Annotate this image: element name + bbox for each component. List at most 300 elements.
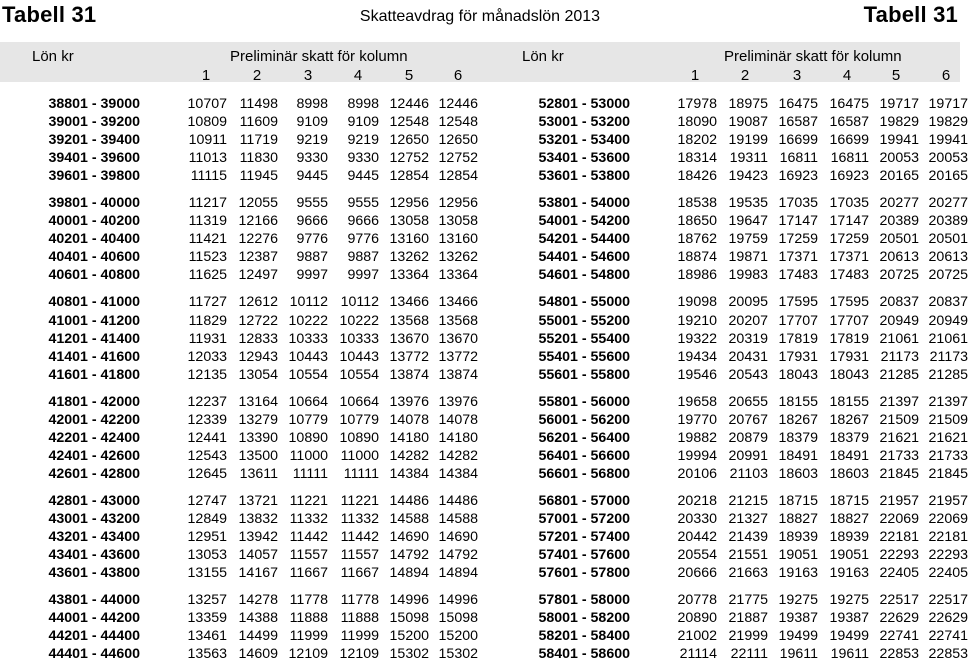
tax-value-col-1: 11625 — [188, 267, 227, 284]
tax-value-col-1: 11523 — [188, 249, 227, 266]
table-row — [490, 609, 968, 627]
tax-value-col-5: 12446 — [389, 96, 429, 112]
tax-value-col-4: 10112 — [340, 294, 379, 311]
tax-value-col-5: 13976 — [389, 393, 429, 410]
tax-value-col-6: 21621 — [928, 429, 968, 446]
tax-value-col-5: 12650 — [389, 132, 429, 149]
tax-value-col-3: 16475 — [778, 96, 818, 112]
table-row — [490, 528, 968, 546]
tax-value-col-1: 12237 — [187, 393, 227, 410]
tax-value-col-6: 14078 — [438, 411, 478, 428]
tax-value-col-2: 12387 — [238, 249, 278, 266]
tax-value-col-4: 18043 — [829, 366, 869, 383]
tax-value-col-3: 10779 — [288, 411, 328, 428]
tax-value-col-5: 15302 — [389, 646, 429, 663]
salary-range: 56401 - 56600 — [538, 447, 630, 464]
tax-value-col-3: 19051 — [778, 547, 818, 564]
tax-value-col-6: 21733 — [928, 447, 968, 464]
tax-value-col-1: 18538 — [677, 195, 717, 212]
table-row — [0, 366, 478, 384]
tax-value-col-5: 21173 — [880, 348, 919, 365]
tax-value-col-3: 18715 — [778, 492, 818, 509]
tax-value-col-5: 19717 — [879, 96, 919, 112]
tax-value-col-1: 11727 — [188, 294, 227, 311]
tax-value-col-3: 9330 — [296, 150, 328, 167]
tax-value-col-6: 13466 — [438, 294, 478, 311]
tax-value-col-2: 18975 — [728, 96, 768, 112]
tax-value-col-5: 13568 — [389, 312, 429, 329]
tax-value-col-2: 11830 — [239, 150, 278, 167]
tax-value-col-5: 14384 — [389, 465, 429, 482]
tax-value-col-3: 16587 — [778, 114, 818, 131]
tax-value-col-3: 17707 — [778, 312, 818, 329]
salary-range: 58001 - 58200 — [538, 610, 630, 627]
tax-value-col-6: 20501 — [928, 231, 968, 248]
tax-value-col-4: 10779 — [339, 411, 379, 428]
tax-value-col-5: 22293 — [879, 547, 919, 564]
salary-range: 39001 - 39200 — [48, 114, 140, 131]
tax-value-col-2: 20431 — [728, 348, 768, 365]
tax-value-col-3: 19387 — [778, 610, 818, 627]
tax-value-col-1: 11421 — [188, 231, 227, 248]
tax-value-col-2: 21775 — [728, 592, 768, 609]
salary-range: 42201 - 42400 — [48, 429, 140, 446]
tax-value-col-1: 19434 — [677, 348, 717, 365]
salary-range: 43801 - 44000 — [48, 592, 140, 609]
salary-range: 42801 - 43000 — [48, 492, 140, 509]
tax-value-col-2: 20767 — [728, 411, 768, 428]
tax-value-col-5: 13160 — [389, 231, 429, 248]
tax-value-col-3: 9776 — [296, 231, 328, 248]
tax-value-col-1: 20890 — [677, 610, 717, 627]
tax-value-col-3: 17259 — [778, 231, 818, 248]
tax-value-col-4: 19611 — [830, 646, 869, 663]
tax-value-col-6: 19829 — [928, 114, 968, 131]
tax-value-col-6: 12548 — [438, 114, 478, 131]
tax-value-col-3: 18267 — [778, 411, 818, 428]
salary-range: 43001 - 43200 — [48, 510, 140, 527]
tax-value-col-4: 9997 — [347, 267, 379, 284]
table-number-left: Tabell 31 — [2, 2, 97, 27]
table-row — [490, 131, 968, 149]
tax-value-col-6: 20165 — [928, 168, 968, 185]
tax-value-col-6: 22069 — [928, 510, 968, 527]
salary-range: 54601 - 54800 — [538, 267, 630, 284]
tax-value-col-3: 18827 — [778, 510, 818, 527]
salary-range: 56201 - 56400 — [538, 429, 630, 446]
tax-value-col-3: 17931 — [778, 348, 818, 365]
tax-value-col-4: 11557 — [340, 547, 379, 564]
tax-value-col-4: 9776 — [347, 231, 379, 248]
tax-value-col-1: 20442 — [677, 529, 717, 546]
salary-range: 43201 - 43400 — [48, 529, 140, 546]
tax-value-col-1: 12135 — [187, 366, 227, 383]
tax-value-col-2: 11609 — [239, 114, 278, 131]
tax-value-col-4: 18379 — [829, 429, 869, 446]
salary-range: 42601 - 42800 — [48, 465, 140, 482]
tax-table-left — [0, 95, 478, 663]
tax-value-col-5: 19941 — [879, 132, 919, 149]
tax-value-col-4: 10443 — [339, 348, 379, 365]
tax-value-col-2: 20655 — [728, 393, 768, 410]
column-number: 5 — [891, 67, 901, 84]
table-row — [490, 312, 968, 330]
tax-value-col-6: 13058 — [438, 213, 478, 230]
tax-value-col-5: 22853 — [879, 646, 919, 663]
tax-value-col-6: 14384 — [438, 465, 478, 482]
tax-value-col-2: 20543 — [728, 366, 768, 383]
tax-value-col-6: 12650 — [438, 132, 478, 149]
salary-column-label: Lön kr — [522, 48, 564, 65]
tax-value-col-1: 19210 — [677, 312, 717, 329]
table-row — [0, 113, 478, 131]
tax-value-col-3: 17147 — [778, 213, 818, 230]
tax-value-col-1: 12951 — [187, 529, 227, 546]
tax-value-col-6: 20725 — [928, 267, 968, 284]
tax-value-col-4: 11000 — [340, 447, 379, 464]
tax-value-col-1: 10911 — [188, 132, 227, 149]
tax-value-col-1: 17978 — [677, 96, 717, 112]
tax-value-col-6: 13976 — [438, 393, 478, 410]
tax-value-col-4: 17371 — [829, 249, 869, 266]
salary-range: 40401 - 40600 — [48, 249, 140, 266]
salary-range: 44201 - 44400 — [48, 628, 140, 645]
tax-value-col-4: 11332 — [340, 510, 379, 527]
tax-value-col-5: 20501 — [879, 231, 919, 248]
table-row — [0, 411, 478, 429]
table-row — [490, 645, 968, 663]
tax-value-col-1: 11319 — [188, 213, 227, 230]
table-row — [490, 627, 968, 645]
tax-value-col-4: 11442 — [340, 529, 379, 546]
tax-value-col-5: 20725 — [879, 267, 919, 284]
tax-value-col-4: 12109 — [339, 646, 379, 663]
tax-value-col-1: 18986 — [677, 267, 717, 284]
tax-value-col-1: 11829 — [188, 312, 227, 329]
table-row — [0, 212, 478, 230]
tax-value-col-2: 14057 — [238, 547, 278, 564]
table-row — [490, 212, 968, 230]
tax-value-col-1: 20666 — [677, 565, 717, 582]
tax-value-col-3: 10333 — [288, 330, 328, 347]
tax-value-col-2: 21551 — [728, 547, 768, 564]
tax-value-col-1: 18090 — [677, 114, 717, 131]
tax-value-col-2: 11945 — [239, 168, 278, 185]
tax-value-col-1: 18874 — [677, 249, 717, 266]
tax-value-col-4: 19051 — [829, 547, 869, 564]
tax-value-col-4: 18267 — [829, 411, 869, 428]
salary-range: 42401 - 42600 — [48, 447, 140, 464]
tax-value-col-2: 21439 — [728, 529, 768, 546]
table-row — [490, 366, 968, 384]
tax-value-col-1: 18426 — [677, 168, 717, 185]
tax-value-col-3: 10443 — [288, 348, 328, 365]
tax-value-col-4: 9445 — [347, 168, 379, 185]
tax-value-col-5: 21509 — [879, 411, 919, 428]
tax-value-col-5: 12548 — [389, 114, 429, 131]
tax-value-col-3: 17595 — [778, 294, 818, 311]
table-row — [490, 248, 968, 266]
tax-value-col-6: 13772 — [438, 348, 478, 365]
tax-value-col-5: 22405 — [879, 565, 919, 582]
table-row — [0, 546, 478, 564]
salary-range: 39601 - 39800 — [48, 168, 140, 185]
table-row — [0, 312, 478, 330]
column-number: 2 — [252, 67, 262, 84]
salary-range: 55601 - 55800 — [538, 366, 630, 383]
tax-value-col-1: 19322 — [677, 330, 717, 347]
column-number: 1 — [201, 67, 211, 84]
tax-value-col-3: 18379 — [778, 429, 818, 446]
salary-range: 53801 - 54000 — [538, 195, 630, 212]
tax-value-col-2: 20095 — [728, 294, 768, 311]
tax-value-col-5: 20949 — [879, 312, 919, 329]
tax-value-col-2: 11498 — [239, 96, 278, 112]
salary-range: 44001 - 44200 — [48, 610, 140, 627]
tax-value-col-5: 13058 — [389, 213, 429, 230]
tax-value-col-6: 15302 — [438, 646, 478, 663]
tax-value-col-5: 12956 — [389, 195, 429, 212]
tax-value-col-1: 13563 — [187, 646, 227, 663]
salary-range: 40601 - 40800 — [48, 267, 140, 284]
tax-value-col-4: 10333 — [339, 330, 379, 347]
tax-value-col-1: 20330 — [677, 510, 717, 527]
tax-value-col-6: 13160 — [438, 231, 478, 248]
tax-value-col-1: 11115 — [190, 168, 227, 185]
tax-value-col-6: 22293 — [928, 547, 968, 564]
salary-range: 53201 - 53400 — [538, 132, 630, 149]
tax-value-col-3: 19163 — [778, 565, 818, 582]
tax-value-col-6: 22181 — [928, 529, 968, 546]
tax-value-col-5: 13772 — [389, 348, 429, 365]
salary-range: 43601 - 43800 — [48, 565, 140, 582]
table-row — [0, 609, 478, 627]
tax-value-col-6: 21845 — [928, 465, 968, 482]
salary-column-label: Lön kr — [32, 48, 74, 65]
tax-value-col-6: 13874 — [438, 366, 478, 383]
salary-range: 58401 - 58600 — [538, 646, 630, 663]
tax-value-col-1: 11013 — [188, 150, 227, 167]
tax-value-col-1: 20218 — [677, 492, 717, 509]
tax-value-col-3: 16923 — [778, 168, 818, 185]
salary-range: 57801 - 58000 — [538, 592, 630, 609]
tax-value-col-4: 19499 — [829, 628, 869, 645]
salary-range: 56001 - 56200 — [538, 411, 630, 428]
tax-value-col-6: 14180 — [438, 429, 478, 446]
salary-range: 55001 - 55200 — [538, 312, 630, 329]
tax-value-col-1: 18314 — [677, 150, 717, 167]
tax-value-col-3: 9445 — [296, 168, 328, 185]
tax-value-col-6: 14282 — [438, 447, 478, 464]
tax-value-col-4: 9330 — [347, 150, 379, 167]
salary-range: 55201 - 55400 — [538, 330, 630, 347]
tax-value-col-2: 14499 — [238, 628, 278, 645]
tax-value-col-6: 20613 — [928, 249, 968, 266]
table-row — [0, 564, 478, 582]
table-row — [0, 591, 478, 609]
tax-value-col-4: 10222 — [339, 312, 379, 329]
tax-value-col-3: 17483 — [778, 267, 818, 284]
table-row — [0, 510, 478, 528]
table-row — [490, 447, 968, 465]
tax-value-col-4: 16587 — [829, 114, 869, 131]
tax-value-col-6: 14894 — [438, 565, 478, 582]
tax-value-col-6: 13670 — [438, 330, 478, 347]
tax-value-col-6: 20277 — [928, 195, 968, 212]
tax-value-col-2: 21215 — [728, 492, 768, 509]
tax-value-col-5: 22741 — [879, 628, 919, 645]
salary-range: 54401 - 54600 — [538, 249, 630, 266]
table-row — [490, 591, 968, 609]
tax-value-col-6: 14996 — [438, 592, 478, 609]
table-row — [490, 266, 968, 284]
tax-value-col-3: 19499 — [778, 628, 818, 645]
tax-value-col-6: 13262 — [438, 249, 478, 266]
tax-value-col-4: 18603 — [829, 465, 869, 482]
tax-value-col-1: 20554 — [677, 547, 717, 564]
salary-range: 40001 - 40200 — [48, 213, 140, 230]
tax-value-col-2: 13279 — [238, 411, 278, 428]
table-row — [0, 230, 478, 248]
tax-value-col-2: 12943 — [238, 348, 278, 365]
tax-value-col-4: 17035 — [829, 195, 869, 212]
tax-value-col-1: 19882 — [677, 429, 717, 446]
tax-value-col-5: 20053 — [879, 150, 919, 167]
tax-value-col-6: 21173 — [929, 348, 968, 365]
salary-range: 41001 - 41200 — [48, 312, 140, 329]
table-row — [0, 293, 478, 311]
tax-value-col-1: 21002 — [677, 628, 717, 645]
salary-range: 41801 - 42000 — [48, 393, 140, 410]
tax-value-col-5: 14996 — [389, 592, 429, 609]
tax-value-col-5: 14180 — [389, 429, 429, 446]
tax-value-col-6: 15098 — [438, 610, 478, 627]
tax-value-col-2: 19759 — [728, 231, 768, 248]
tax-value-col-3: 19275 — [778, 592, 818, 609]
tax-value-col-1: 12849 — [187, 510, 227, 527]
tax-value-col-1: 18762 — [677, 231, 717, 248]
tax-value-col-5: 13466 — [389, 294, 429, 311]
tax-value-col-3: 19611 — [779, 646, 818, 663]
tax-value-col-4: 16811 — [830, 150, 869, 167]
tax-value-col-2: 14167 — [238, 565, 278, 582]
tax-value-col-3: 18939 — [778, 529, 818, 546]
tax-value-col-3: 11888 — [289, 610, 328, 627]
tax-value-col-2: 14278 — [238, 592, 278, 609]
tax-table-right — [490, 95, 968, 663]
tax-value-col-5: 15200 — [389, 628, 429, 645]
tax-value-col-5: 19829 — [879, 114, 919, 131]
tax-value-col-5: 14588 — [389, 510, 429, 527]
tax-value-col-3: 18155 — [778, 393, 818, 410]
salary-range: 42001 - 42200 — [48, 411, 140, 428]
tax-value-col-2: 19087 — [728, 114, 768, 131]
tax-value-col-3: 17035 — [778, 195, 818, 212]
tax-value-col-1: 12543 — [187, 447, 227, 464]
tax-value-col-2: 19871 — [728, 249, 768, 266]
table-row — [490, 113, 968, 131]
tax-value-col-6: 21285 — [928, 366, 968, 383]
title-bar — [0, 0, 960, 34]
tax-value-col-3: 9555 — [296, 195, 328, 212]
tax-value-col-6: 13568 — [438, 312, 478, 329]
tax-value-col-5: 21733 — [879, 447, 919, 464]
tax-value-col-5: 21285 — [879, 366, 919, 383]
tax-value-col-5: 14282 — [389, 447, 429, 464]
tax-value-col-2: 13832 — [238, 510, 278, 527]
column-number: 4 — [842, 67, 852, 84]
tax-value-col-3: 9997 — [296, 267, 328, 284]
tax-value-col-1: 12339 — [187, 411, 227, 428]
tax-value-col-3: 10890 — [288, 429, 328, 446]
salary-range: 56601 - 56800 — [538, 465, 630, 482]
tax-value-col-4: 18715 — [829, 492, 869, 509]
tax-value-col-4: 11778 — [340, 592, 379, 609]
salary-range: 55801 - 56000 — [538, 393, 630, 410]
tax-value-col-2: 13721 — [238, 492, 278, 509]
tax-value-col-3: 17371 — [778, 249, 818, 266]
salary-range: 58201 - 58400 — [538, 628, 630, 645]
tax-value-col-1: 20106 — [677, 465, 717, 482]
column-header-band — [0, 42, 960, 82]
tax-value-col-3: 9666 — [296, 213, 328, 230]
tax-value-col-4: 18491 — [829, 447, 869, 464]
table-row — [490, 411, 968, 429]
salary-range: 54201 - 54400 — [538, 231, 630, 248]
tax-value-col-6: 22405 — [928, 565, 968, 582]
tax-value-col-4: 9555 — [347, 195, 379, 212]
tax-value-col-1: 18202 — [677, 132, 717, 149]
table-row — [490, 194, 968, 212]
table-row — [0, 393, 478, 411]
tax-value-col-1: 19994 — [677, 447, 717, 464]
tax-value-col-1: 19098 — [677, 294, 717, 311]
table-row — [490, 149, 968, 167]
salary-range: 38801 - 39000 — [48, 96, 140, 112]
tax-value-col-2: 13054 — [238, 366, 278, 383]
tax-value-col-3: 18043 — [778, 366, 818, 383]
tax-value-col-4: 16475 — [829, 96, 869, 112]
table-row — [0, 266, 478, 284]
tax-value-col-1: 11931 — [188, 330, 227, 347]
tax-value-col-5: 13874 — [389, 366, 429, 383]
tax-value-col-1: 13257 — [187, 592, 227, 609]
tax-value-col-5: 21845 — [879, 465, 919, 482]
tax-value-col-3: 17819 — [778, 330, 818, 347]
tax-value-col-1: 12747 — [187, 492, 227, 509]
tax-value-col-4: 19275 — [829, 592, 869, 609]
tax-value-col-3: 8998 — [296, 96, 328, 112]
salary-range: 39801 - 40000 — [48, 195, 140, 212]
table-row — [0, 348, 478, 366]
salary-range: 39401 - 39600 — [48, 150, 140, 167]
tax-value-col-5: 13670 — [389, 330, 429, 347]
salary-range: 39201 - 39400 — [48, 132, 140, 149]
tax-value-col-5: 13364 — [389, 267, 429, 284]
tax-value-col-6: 12752 — [438, 150, 478, 167]
tax-value-col-5: 14690 — [389, 529, 429, 546]
tax-value-col-3: 16811 — [779, 150, 818, 167]
tax-value-col-5: 22181 — [879, 529, 919, 546]
tax-value-col-4: 16699 — [829, 132, 869, 149]
tax-value-col-2: 13500 — [238, 447, 278, 464]
tax-value-col-3: 11111 — [292, 465, 328, 482]
tax-value-col-6: 22741 — [928, 628, 968, 645]
tax-value-col-5: 22517 — [879, 592, 919, 609]
tax-value-col-4: 18155 — [829, 393, 869, 410]
tax-value-col-1: 13155 — [187, 565, 227, 582]
table-row — [0, 95, 478, 113]
